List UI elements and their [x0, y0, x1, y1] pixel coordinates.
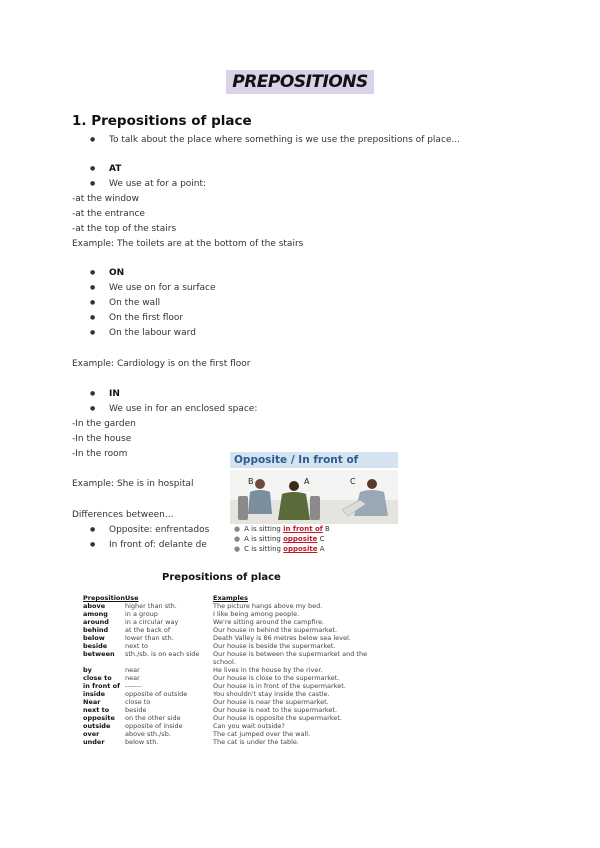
table-row — [0, 738, 600, 746]
example-cell: Our house is in front of the supermarket. — [213, 682, 346, 690]
use-cell: opposite of inside — [125, 722, 183, 730]
table-row — [0, 610, 600, 618]
use-cell: in a group — [125, 610, 158, 618]
use-cell: above sth./sb. — [125, 730, 171, 738]
use-cell: lower than sth. — [125, 634, 174, 642]
intro-bullet: ● To talk about the place where something is we use the prepositions of place... — [109, 134, 460, 146]
table-row — [0, 722, 600, 730]
example-cell: Our house is near the supermarket. — [213, 698, 329, 706]
table-title: Prepositions of place — [162, 572, 281, 583]
differences-heading: Differences between... — [72, 510, 174, 520]
use-cell: higher than sth. — [125, 602, 177, 610]
example-cell: Our house is between the supermarket and the — [213, 650, 368, 658]
label-b: B — [248, 477, 254, 486]
use-cell: near — [125, 674, 140, 682]
on-label: ● ON — [109, 267, 124, 279]
on-example-sentence: Example: Cardiology is on the first floor — [72, 359, 251, 369]
in-example-3: -In the room — [72, 449, 128, 459]
example-cell: The cat is under the table. — [213, 738, 299, 746]
preposition-cell: by — [83, 666, 92, 674]
example-cell: Our house is next to the supermarket. — [213, 706, 338, 714]
page-title: PREPOSITIONS — [232, 72, 368, 92]
use-cell: in a circular way — [125, 618, 179, 626]
use-cell: on the other side — [125, 714, 181, 722]
in-example-1: -In the garden — [72, 419, 136, 429]
caption-1: ● A is sitting in front of B — [234, 525, 330, 533]
col-header-examples: Examples — [213, 594, 248, 602]
preposition-cell: over — [83, 730, 100, 738]
example-cell: You shouldn't stay inside the castle. — [213, 690, 330, 698]
difference-item-2: ● In front of: delante de — [109, 539, 207, 551]
at-label: ● AT — [109, 163, 121, 175]
table-row — [0, 698, 600, 706]
use-cell: beside — [125, 706, 147, 714]
preposition-cell: behind — [83, 626, 109, 634]
example-cell: The picture hangs above my bed. — [213, 602, 323, 610]
on-example-2: ● On the first floor — [109, 312, 183, 324]
table-row — [0, 650, 600, 658]
label-a: A — [304, 477, 310, 486]
preposition-cell: Near — [83, 698, 101, 706]
use-cell: at the back of — [125, 626, 171, 634]
label-c: C — [350, 477, 356, 486]
table-row — [0, 634, 600, 642]
preposition-cell: under — [83, 738, 105, 746]
table-row — [0, 690, 600, 698]
on-use: ● We use on for a surface — [109, 282, 216, 294]
preposition-cell: between — [83, 650, 115, 658]
at-example-3: -at the top of the stairs — [72, 224, 177, 234]
preposition-cell: below — [83, 634, 105, 642]
use-cell: opposite of outside — [125, 690, 188, 698]
table-row — [0, 714, 600, 722]
in-example-2: -In the house — [72, 434, 132, 444]
preposition-cell: opposite — [83, 714, 115, 722]
preposition-cell: outside — [83, 722, 111, 730]
illustration-title: Opposite / In front of — [234, 454, 359, 466]
use-cell: below sth. — [125, 738, 159, 746]
example-cell: The cat jumped over the wall. — [213, 730, 311, 738]
section-heading: 1. Prepositions of place — [72, 113, 252, 129]
table-row — [0, 626, 600, 634]
table-row — [0, 706, 600, 714]
at-example-sentence: Example: The toilets are at the bottom of the stairs — [72, 239, 304, 249]
example-cell: He lives in the house by the river. — [213, 666, 323, 674]
example-cell: Can you wait outside? — [213, 722, 285, 730]
use-cell: sth./sb. is on each side — [125, 650, 200, 658]
caption-2: ● A is sitting opposite C — [234, 535, 325, 543]
seated-people-scene — [230, 470, 398, 524]
preposition-cell: close to — [83, 674, 112, 682]
opposite-in-front-illustration — [230, 452, 398, 556]
preposition-cell: beside — [83, 642, 108, 650]
example-cell: We're sitting around the campfire. — [213, 618, 325, 626]
on-example-1: ● On the wall — [109, 297, 160, 309]
table-row — [0, 682, 600, 690]
preposition-cell: inside — [83, 690, 106, 698]
col-header-use: Use — [125, 594, 139, 602]
difference-item-1: ● Opposite: enfrentados — [109, 524, 209, 536]
use-cell: close to — [125, 698, 151, 706]
in-use: ● We use in for an enclosed space: — [109, 403, 257, 415]
col-header-preposition: Preposition — [83, 594, 126, 602]
on-example-3: ● On the labour ward — [109, 327, 196, 339]
use-cell: near — [125, 666, 140, 674]
use-cell: ------- — [125, 682, 142, 690]
use-cell: next to — [125, 642, 148, 650]
preposition-cell: next to — [83, 706, 110, 714]
at-example-2: -at the entrance — [72, 209, 145, 219]
in-example-sentence: Example: She is in hospital — [72, 479, 194, 489]
table-row — [0, 666, 600, 674]
example-cell: school. — [213, 658, 236, 666]
table-row — [0, 602, 600, 610]
table-row — [0, 618, 600, 626]
example-cell: Our house is close to the supermarket. — [213, 674, 340, 682]
table-row — [0, 658, 600, 666]
preposition-cell: among — [83, 610, 108, 618]
table-row — [0, 642, 600, 650]
caption-3: ● C is sitting opposite A — [234, 545, 325, 553]
example-cell: Our house in behind the supermarket. — [213, 626, 338, 634]
example-cell: Death Valley is 86 metres below sea level. — [213, 634, 351, 642]
preposition-cell: around — [83, 618, 109, 626]
in-label: ● IN — [109, 388, 120, 400]
at-use: ● We use at for a point: — [109, 178, 206, 190]
at-example-1: -at the window — [72, 194, 139, 204]
table-row — [0, 730, 600, 738]
example-cell: Our house is beside the supermarket. — [213, 642, 336, 650]
example-cell: I like being among people. — [213, 610, 300, 618]
preposition-cell: above — [83, 602, 106, 610]
table-row — [0, 674, 600, 682]
example-cell: Our house is opposite the supermarket. — [213, 714, 342, 722]
preposition-cell: in front of — [83, 682, 120, 690]
